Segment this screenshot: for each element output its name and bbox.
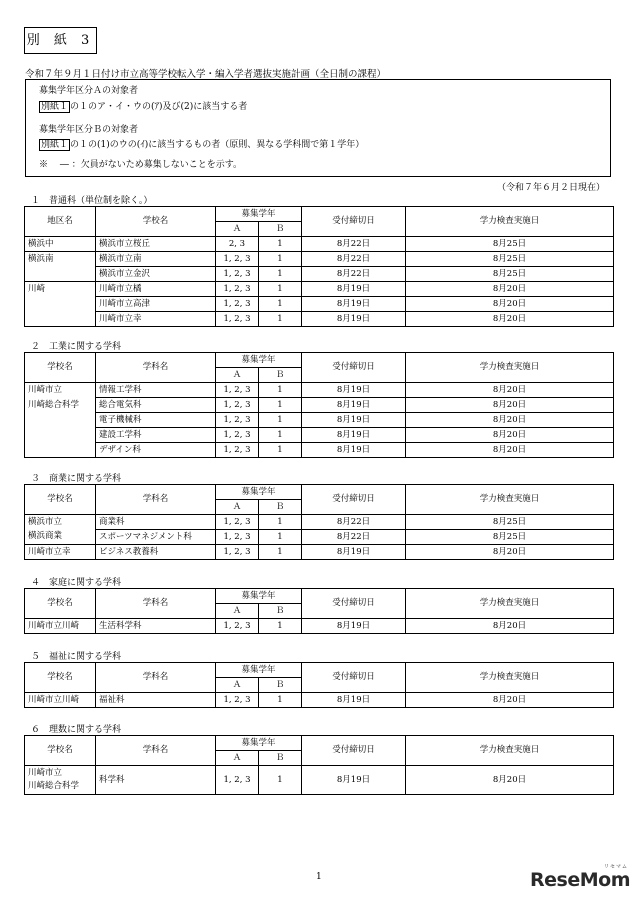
table-row [25,413,614,428]
col-header: 受付締切日 [302,485,406,515]
col-header: 募集学年 [216,353,302,368]
col-header: 学校名 [96,207,216,237]
table-row [25,282,614,297]
cell: 横浜商業 [25,530,96,545]
cell: 生活科学科 [96,619,216,634]
logo-small-text: リセマム [604,864,628,870]
table-row [25,428,614,443]
cell: 8月20日 [406,443,614,458]
note-b-heading: 募集学年区分Ｂの対象者 [39,125,139,135]
table-row [25,297,614,312]
note-b-text: の１の(1)のウの(ｲ)に該当するもの者（原則、異なる学科間で第１学年） [70,140,365,150]
cell: 8月20日 [406,545,614,560]
cell: 1 [259,693,302,708]
cell: 8月22日 [302,515,406,530]
table-row [25,443,614,458]
note-a-line [39,99,247,112]
cell: 1 [259,383,302,398]
cell: 8月25日 [406,530,614,545]
cell: 1, 2, 3 [216,413,259,428]
cell: 8月20日 [406,619,614,634]
table-row [25,766,614,795]
cell: 8月20日 [406,693,614,708]
cell [25,297,96,312]
col-header: 受付締切日 [302,207,406,237]
cell: 1, 2, 3 [216,267,259,282]
col-header: 受付締切日 [302,736,406,766]
col-header: 学科名 [96,353,216,383]
cell: 1, 2, 3 [216,252,259,267]
col-header: 地区名 [25,207,96,237]
col-header: Ｂ [259,222,302,237]
col-header: Ａ [216,500,259,515]
section-table-3 [24,484,614,560]
cell: 1 [259,312,302,327]
cell: 川崎市立川崎 [25,693,96,708]
col-header: Ａ [216,368,259,383]
table-row [25,267,614,282]
cell: 1 [259,530,302,545]
cell: 1, 2, 3 [216,545,259,560]
table-row [25,619,614,634]
col-header: 学科名 [96,736,216,766]
cell [25,413,96,428]
col-header: 募集学年 [216,736,302,751]
cell: 1, 2, 3 [216,766,259,795]
cell: 1 [259,443,302,458]
cell: 8月19日 [302,443,406,458]
section-title: ５ 福祉に関する学科 [31,652,122,662]
section-title: ６ 理数に関する学科 [31,725,122,735]
col-header: 学力検査実施日 [406,353,614,383]
cell [25,312,96,327]
cell: 横浜市立南 [96,252,216,267]
school-line: 川崎市立 [28,768,63,778]
cell: 1, 2, 3 [216,282,259,297]
table-row [25,383,614,398]
cell: 横浜市立桜丘 [96,237,216,252]
cell: 8月25日 [406,267,614,282]
cell [25,267,96,282]
cell: 建設工学科 [96,428,216,443]
col-header: Ｂ [259,500,302,515]
document-subtitle: 令和７年９月１日付け市立高等学校転入学・編入学者選抜実施計画（全日制の課程） [25,69,387,80]
page-number: 1 [316,872,322,882]
cell: 横浜南 [25,252,96,267]
resemom-logo [530,864,630,891]
section-title: ４ 家庭に関する学科 [31,578,122,588]
table-row [25,252,614,267]
section-table-2 [24,352,614,458]
col-header: 学科名 [96,485,216,515]
cell: 科学科 [96,766,216,795]
cell: 8月25日 [406,252,614,267]
table-row [25,530,614,545]
cell: 8月19日 [302,766,406,795]
cell: 1, 2, 3 [216,383,259,398]
col-header: 学力検査実施日 [406,207,614,237]
cell: 1, 2, 3 [216,312,259,327]
col-header: 学科名 [96,589,216,619]
notes-box [25,79,611,177]
cell: 横浜市立 [25,515,96,530]
cell: 川崎市立橘 [96,282,216,297]
section-title: ３ 商業に関する学科 [31,474,122,484]
col-header: 募集学年 [216,589,302,604]
cell [25,766,96,795]
cell: 8月19日 [302,383,406,398]
cell: 1, 2, 3 [216,297,259,312]
col-header: 学校名 [25,485,96,515]
cell [25,443,96,458]
cell: ビジネス教養科 [96,545,216,560]
table-row [25,515,614,530]
col-header: 学校名 [25,353,96,383]
col-header: Ａ [216,222,259,237]
cell: 1 [259,766,302,795]
cell: 8月20日 [406,312,614,327]
col-header: 募集学年 [216,207,302,222]
cell: 総合電気科 [96,398,216,413]
cell: 8月25日 [406,237,614,252]
cell: 横浜市立金沢 [96,267,216,282]
table-row [25,545,614,560]
cell: 8月20日 [406,282,614,297]
cell: 2, 3 [216,237,259,252]
note-a-heading: 募集学年区分Ａの対象者 [39,86,139,96]
cell: 8月19日 [302,282,406,297]
col-header: 学力検査実施日 [406,485,614,515]
cell: 8月22日 [302,530,406,545]
col-header: 学力検査実施日 [406,736,614,766]
table-row [25,312,614,327]
logo-text: ReseMom [530,869,630,891]
col-header: Ａ [216,751,259,766]
section-table-4 [24,588,614,634]
cell: 電子機械科 [96,413,216,428]
cell: 川崎市立高津 [96,297,216,312]
cell: 8月19日 [302,693,406,708]
cell: 1 [259,428,302,443]
col-header: Ｂ [259,678,302,693]
note-a-ref: 別紙１ [41,102,69,112]
cell: 8月20日 [406,297,614,312]
note-b-ref: 別紙１ [41,140,69,150]
cell: 8月20日 [406,398,614,413]
cell: 1, 2, 3 [216,443,259,458]
cell: 8月25日 [406,515,614,530]
col-header: 学校名 [25,663,96,693]
col-header: Ａ [216,604,259,619]
cell: 8月20日 [406,428,614,443]
cell: 1 [259,413,302,428]
cell: 1 [259,545,302,560]
cell: 1 [259,252,302,267]
cell: 8月20日 [406,413,614,428]
cell: 8月19日 [302,428,406,443]
section-table-5 [24,662,614,708]
col-header: Ｂ [259,751,302,766]
school-line: 川崎総合科学 [28,781,80,791]
col-header: Ｂ [259,368,302,383]
section-title: ２ 工業に関する学科 [31,342,122,352]
cell: 8月19日 [302,619,406,634]
cell: 川崎市立幸 [25,545,96,560]
col-header: 受付締切日 [302,663,406,693]
col-header: 募集学年 [216,485,302,500]
cell: 川崎 [25,282,96,297]
cell: 8月20日 [406,766,614,795]
col-header: 学力検査実施日 [406,589,614,619]
cell [25,428,96,443]
note-a-text: の１のア・イ・ウの(ｱ)及び(2)に該当する者 [70,102,248,112]
cell: 川崎市立 [25,383,96,398]
as-of-date: （令和７年６月２日現在） [496,183,605,193]
cell: 8月22日 [302,252,406,267]
col-header: 学力検査実施日 [406,663,614,693]
section-table-1 [24,206,614,327]
cell: 1 [259,515,302,530]
note-b-line [39,137,364,150]
col-header: 受付締切日 [302,353,406,383]
note-dash: ※ ― ：欠員がないため募集しないことを示す。 [39,160,243,170]
table-row [25,398,614,413]
section-title: １ 普通科（単位制を除く。） [31,196,153,206]
cell: 8月19日 [302,297,406,312]
cell: 1 [259,282,302,297]
page-title: 別 紙 3 [24,27,97,54]
table-row [25,237,614,252]
col-header: 学校名 [25,589,96,619]
cell: 8月22日 [302,267,406,282]
cell: 1 [259,619,302,634]
col-header: Ａ [216,678,259,693]
cell: 1, 2, 3 [216,428,259,443]
col-header: Ｂ [259,604,302,619]
table-row [25,693,614,708]
cell: 1 [259,398,302,413]
cell: 8月19日 [302,398,406,413]
cell: 情報工学科 [96,383,216,398]
col-header: 学校名 [25,736,96,766]
cell: 福祉科 [96,693,216,708]
section-table-6 [24,735,614,795]
cell: デザイン科 [96,443,216,458]
cell: 1 [259,297,302,312]
col-header: 学科名 [96,663,216,693]
cell: 1, 2, 3 [216,693,259,708]
cell: 1, 2, 3 [216,530,259,545]
cell: 川崎市立幸 [96,312,216,327]
cell: 8月19日 [302,312,406,327]
cell: 8月19日 [302,545,406,560]
col-header: 募集学年 [216,663,302,678]
cell: 8月20日 [406,383,614,398]
col-header: 受付締切日 [302,589,406,619]
cell: 1 [259,267,302,282]
cell: 8月19日 [302,413,406,428]
cell: 横浜中 [25,237,96,252]
cell: 川崎総合科学 [25,398,96,413]
cell: 8月22日 [302,237,406,252]
cell: 川崎市立川崎 [25,619,96,634]
cell: スポーツマネジメント科 [96,530,216,545]
cell: 1, 2, 3 [216,619,259,634]
cell: 1 [259,237,302,252]
cell: 商業科 [96,515,216,530]
cell: 1, 2, 3 [216,398,259,413]
cell: 1, 2, 3 [216,515,259,530]
